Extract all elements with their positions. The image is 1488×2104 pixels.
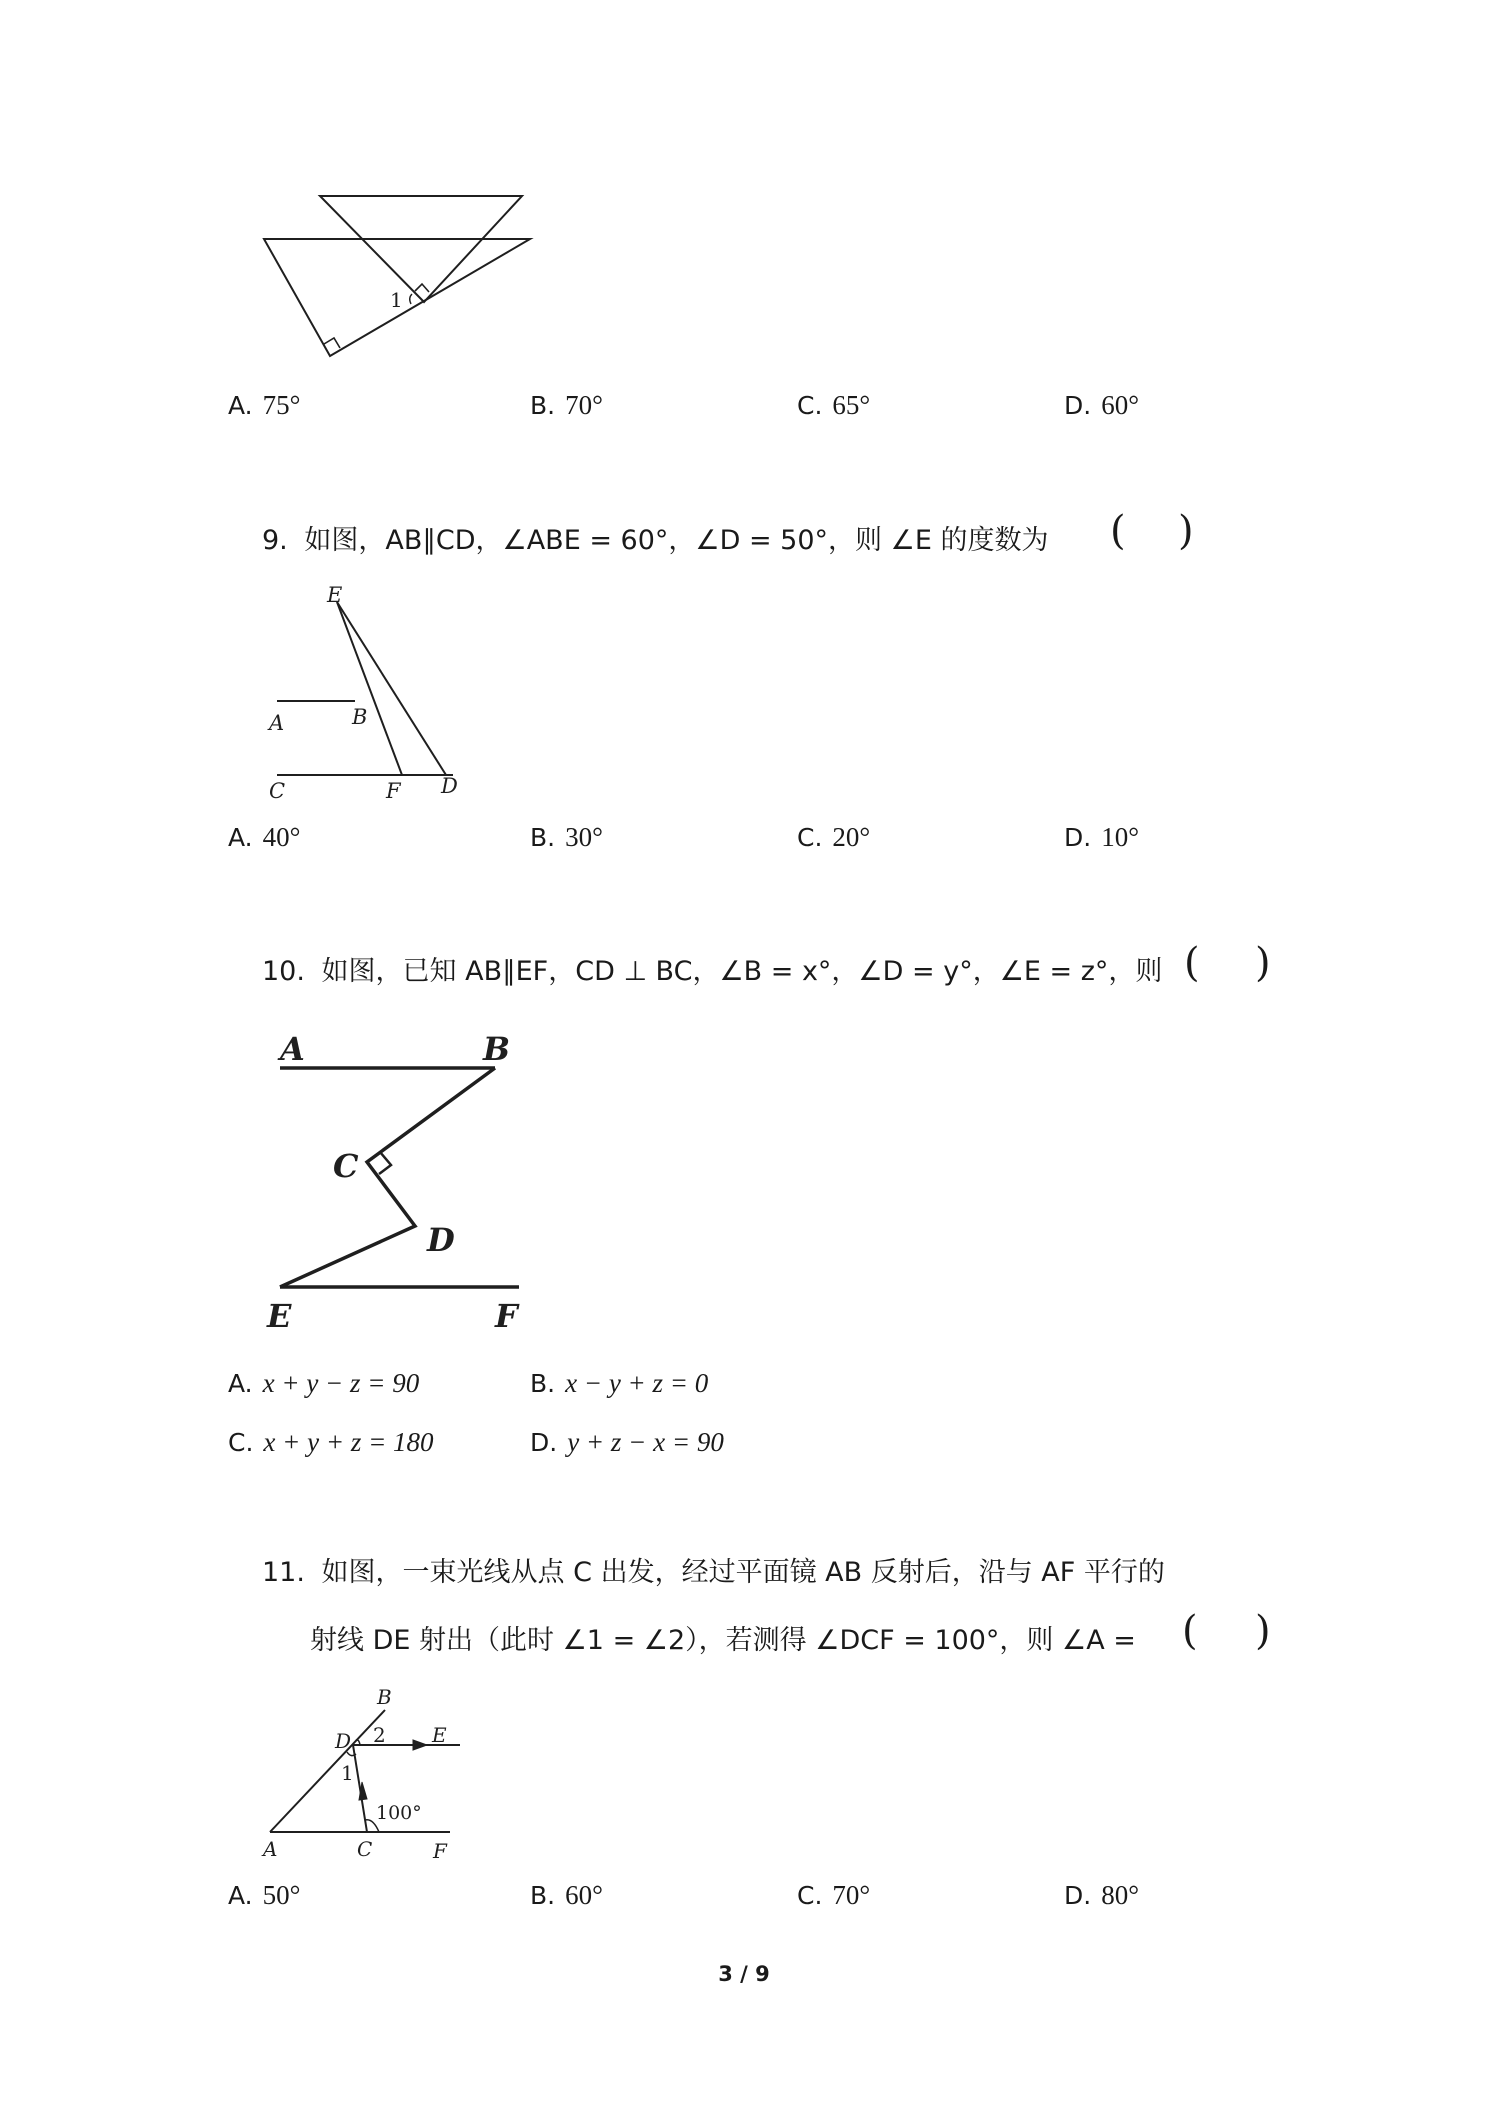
q10-option-c[interactable]: C. x + y + z = 180 (228, 1427, 434, 1457)
q11-label-e: E (432, 1723, 447, 1747)
q9-text: 如图，AB∥CD，∠ABE = 60°，∠D = 50°，则 ∠E 的度数为 (304, 525, 1049, 556)
q10-text: 如图，已知 AB∥EF，CD ⊥ BC，∠B = x°，∠D = y°，∠E = z°，则 (321, 956, 1163, 987)
q10-figure (255, 1015, 545, 1345)
q9-label-e: E (327, 583, 343, 607)
q9-paren-open: ( (1110, 508, 1126, 554)
q10-label-d: D (427, 1221, 455, 1259)
q9-option-b[interactable]: B. 30° (530, 822, 603, 852)
q11-option-c[interactable]: C. 70° (797, 1880, 871, 1910)
q9-label-a: A (269, 711, 285, 735)
q8-figure (240, 180, 560, 370)
q11-stem-line2 (310, 1618, 1136, 1657)
q10-option-b[interactable]: B. x − y + z = 0 (530, 1368, 709, 1398)
q11-paren-close: ) (1255, 1608, 1271, 1654)
q9-option-d[interactable]: D. 10° (1064, 822, 1140, 852)
q8-right-angle-mark-lower (324, 338, 340, 348)
q11-stem-line1 (262, 1550, 1165, 1589)
q9-label-b: B (352, 705, 368, 729)
q10-option-d[interactable]: D. y + z − x = 90 (530, 1427, 724, 1457)
q11-label-2: 2 (373, 1723, 386, 1747)
page-number: 3 / 9 (718, 1962, 770, 1986)
q8-angle-arc (410, 294, 412, 304)
q10-paren-open: ( (1184, 940, 1200, 986)
q11-option-d[interactable]: D. 80° (1064, 1880, 1140, 1910)
q11-text-line2: 射线 DE 射出（此时 ∠1 = ∠2），若测得 ∠DCF = 100°，则 ∠A = (310, 1625, 1136, 1656)
q8-option-b[interactable]: B. 70° (530, 390, 603, 420)
q11-label-c: C (357, 1837, 373, 1861)
q10-option-a[interactable]: A. x + y − z = 90 (228, 1368, 420, 1398)
q10-label-c: C (333, 1147, 359, 1185)
q11-label-a: A (263, 1837, 278, 1861)
q11-label-d: D (335, 1729, 352, 1753)
q9-paren-close: ) (1178, 508, 1194, 554)
q11-text-line1: 如图，一束光线从点 C 出发，经过平面镜 AB 反射后，沿与 AF 平行的 (321, 1557, 1165, 1588)
q11-paren-open: ( (1182, 1608, 1198, 1654)
q10-paren-close: ) (1255, 940, 1271, 986)
q10-label-e: E (267, 1297, 292, 1335)
q11-label-100: 100° (376, 1802, 422, 1824)
q11-figure (255, 1670, 495, 1865)
q11-mirror-ab (270, 1710, 385, 1832)
q11-label-b: B (377, 1685, 392, 1709)
q8-right-angle-mark-upper (415, 284, 429, 292)
q9-figure (255, 580, 475, 805)
q9-label-f: F (386, 779, 401, 803)
q10-label-f: F (495, 1297, 518, 1335)
q10-right-angle-mark (379, 1152, 391, 1174)
q8-option-a[interactable]: A. 75° (228, 390, 301, 420)
q9-label-c: C (269, 779, 286, 803)
q11-ray-cd (353, 1745, 367, 1832)
q11-option-a[interactable]: A. 50° (228, 1880, 301, 1910)
q11-label-f: F (433, 1839, 447, 1863)
q9-option-a[interactable]: A. 40° (228, 822, 301, 852)
q9-option-c[interactable]: C. 20° (797, 822, 871, 852)
q8-option-c[interactable]: C. 65° (797, 390, 871, 420)
q8-option-d[interactable]: D. 60° (1064, 390, 1140, 420)
q8-angle-label-1: 1 (390, 288, 403, 312)
q9-stem (262, 518, 1048, 557)
q11-label-1: 1 (341, 1761, 354, 1785)
q9-number: 9. (262, 525, 288, 556)
q10-label-a: A (280, 1030, 305, 1068)
q10-stem (262, 949, 1162, 988)
q10-number: 10. (262, 956, 305, 987)
q11-number: 11. (262, 1557, 305, 1588)
q11-arrow-de-icon (413, 1740, 427, 1750)
q10-label-b: B (483, 1030, 511, 1068)
q11-option-b[interactable]: B. 60° (530, 1880, 603, 1910)
q10-zigzag-bcde (280, 1068, 495, 1287)
q9-label-d: D (441, 774, 458, 798)
